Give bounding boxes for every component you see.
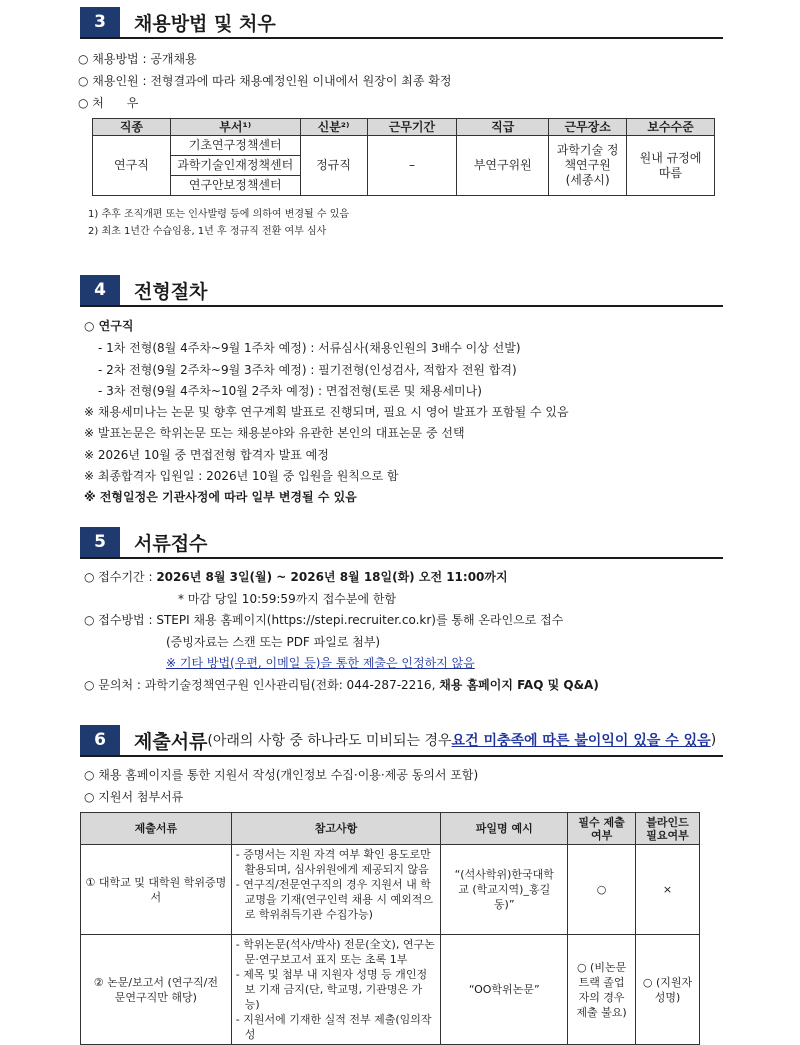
- process-note: ※ 발표논문은 학위논문 또는 채용분야와 유관한 본인의 대표논문 중 선택: [84, 426, 465, 440]
- section-number: 6: [80, 725, 120, 755]
- contact-bold: 채용 홈페이지 FAQ 및 Q&A): [439, 678, 599, 692]
- blind-cell: ○ (지원자 성명): [636, 935, 700, 1045]
- ref-line: - 학위논문(석사/박사) 전문(全文), 연구논문·연구보고서 표지 또는 초록 1부: [235, 938, 435, 966]
- col-header: 제출서류: [81, 813, 232, 845]
- process-research-label: ○ 연구직: [84, 319, 134, 333]
- col-header: 블라인드 필요여부: [636, 813, 700, 845]
- pay-cell: 원내 규정에 따름: [627, 136, 715, 196]
- apply-method-warning: ※ 기타 방법(우편, 이메일 등)을 통한 제출은 인정하지 않음: [166, 656, 475, 670]
- process-note: ※ 채용세미나는 논문 및 향후 연구계획 발표로 진행되며, 필요 시 영어 발표가 포함될 수 있음: [84, 405, 569, 419]
- apply-method-note: (증빙자료는 스캔 또는 PDF 파일로 첨부): [166, 635, 381, 649]
- doc-cell: ② 논문/보고서 (연구직/전문연구직만 해당): [81, 935, 232, 1045]
- section-number: 3: [80, 7, 120, 37]
- apply-period-label: ○ 접수기간 :: [84, 570, 157, 584]
- required-cell: ○: [568, 845, 636, 935]
- col-header: 파일명 예시: [441, 813, 568, 845]
- col-header: 근무기간: [367, 119, 457, 136]
- treatment-table: [92, 118, 715, 196]
- section-title: 서류접수: [134, 532, 208, 555]
- process-step-2: - 2차 전형(9월 2주차~9월 3주차 예정) : 필기전형(인성검사, 적합자 전원 합격): [98, 363, 517, 377]
- required-cell: ○ (비논문트랙 졸업자의 경우 제출 불요): [568, 935, 636, 1045]
- col-header: 직급: [457, 119, 549, 136]
- footnote-2: 2) 최초 1년간 수습임용, 1년 후 정규직 전환 여부 심사: [88, 226, 327, 237]
- section-divider: [80, 305, 723, 307]
- deadline-note: * 마감 당일 10:59:59까지 접수분에 한함: [178, 592, 397, 606]
- section-subtitle: (아래의 사항 중 하나라도 미비되는 경우: [207, 733, 452, 749]
- section-number: 5: [80, 527, 120, 557]
- job-type-cell: 연구직: [93, 136, 171, 196]
- footnote-1: 1) 추후 조직개편 또는 인사발령 등에 의하여 변경될 수 있음: [88, 209, 350, 220]
- contact-info: [84, 677, 599, 693]
- table-row: [81, 845, 700, 935]
- section-5-header: [80, 527, 207, 557]
- submit-item: ○ 지원서 첨부서류: [84, 790, 184, 804]
- process-step-3: - 3차 전형(9월 4주차~10월 2주차 예정) : 면접전형(토론 및 채용세미나): [98, 384, 482, 398]
- section-title: 채용방법 및 처우: [134, 12, 276, 35]
- ref-line: - 증명서는 지원 자격 여부 확인 용도로만 활용되며, 심사위원에게 제공되지 않음: [235, 848, 431, 876]
- filename-cell: “(석사학위)한국대학교 (학교지역)_홍길동)”: [441, 845, 568, 935]
- recruit-count: ○ 채용인원 : 전형결과에 따라 채용예정인원 이내에서 원장이 최종 확정: [78, 74, 452, 88]
- submit-item: ○ 채용 홈페이지를 통한 지원서 작성(개인정보 수집·이용·제공 동의서 포함): [84, 768, 479, 782]
- col-header: 직종: [93, 119, 171, 136]
- col-header: 필수 제출여부: [568, 813, 636, 845]
- dept-cell: 연구안보정책센터: [170, 176, 300, 196]
- section-3-header: [80, 7, 276, 37]
- section-divider: [80, 755, 723, 757]
- section-divider: [80, 557, 723, 559]
- ref-line: - 제목 및 첨부 내 지원자 성명 등 개인정보 기재 금지(단, 학교명, 기관명은 가능): [235, 968, 428, 1011]
- dept-cell: 과학기술인재정책센터: [170, 156, 300, 176]
- filename-cell: “OO학위논문”: [441, 935, 568, 1045]
- blind-cell: ×: [636, 845, 700, 935]
- recruit-method: ○ 채용방법 : 공개채용: [78, 52, 197, 66]
- process-note: ※ 최종합격자 입원일 : 2026년 10월 중 입원을 원칙으로 함: [84, 469, 399, 483]
- apply-method: ○ 접수방법 : STEPI 채용 홈페이지(https://stepi.recruiter.co.kr)를 통해 온라인으로 접수: [84, 613, 564, 627]
- section-divider: [80, 37, 723, 39]
- section-subtitle-close: ): [710, 732, 717, 748]
- process-step-1: - 1차 전형(8월 4주차~9월 1주차 예정) : 서류심사(채용인원의 3배수 이상 선발): [98, 341, 521, 355]
- ref-cell: [231, 935, 441, 1045]
- apply-period: [84, 569, 508, 585]
- col-header: 신분²⁾: [300, 119, 367, 136]
- status-cell: 정규직: [300, 136, 367, 196]
- table-row: [81, 935, 700, 1045]
- col-header: 근무장소: [549, 119, 627, 136]
- ref-line: - 지원서에 기재한 실적 전부 제출(임의작성: [235, 1013, 432, 1041]
- place-cell: 과학기술 정책연구원 (세종시): [549, 136, 627, 196]
- section-title-group: [120, 725, 716, 755]
- process-note: ※ 2026년 10월 중 면접전형 합격자 발표 예정: [84, 448, 329, 462]
- table-header-row: [93, 119, 715, 136]
- dept-cell: 기초연구정책센터: [170, 136, 300, 156]
- section-4-header: [80, 275, 207, 305]
- ref-cell: [231, 845, 441, 935]
- col-header: 보수수준: [627, 119, 715, 136]
- table-header-row: [81, 813, 700, 845]
- col-header: 참고사항: [231, 813, 441, 845]
- section-warning: 요건 미충족에 따른 불이익이 있을 수 있음: [451, 733, 711, 749]
- documents-table: [80, 812, 700, 1045]
- table-row: [93, 136, 715, 156]
- treatment-label: ○ 처 우: [78, 96, 139, 110]
- section-number: 4: [80, 275, 120, 305]
- apply-period-value: 2026년 8월 3일(월) ~ 2026년 8월 18일(화) 오전 11:00까지: [156, 570, 508, 584]
- contact-label: ○ 문의처 : 과학기술정책연구원 인사관리팀(전화: 044-287-2216,: [84, 678, 440, 692]
- ref-line: - 연구직/전문연구직의 경우 지원서 내 학교명을 기재(연구인력 채용 시 예외적으로 학위취득기관 수집가능): [235, 878, 434, 921]
- col-header: 부서¹⁾: [170, 119, 300, 136]
- section-title: 전형절차: [134, 280, 208, 303]
- section-6-header: [80, 725, 716, 755]
- rank-cell: 부연구위원: [457, 136, 549, 196]
- section-title: 제출서류: [134, 730, 208, 753]
- process-note-bold: ※ 전형일정은 기관사정에 따라 일부 변경될 수 있음: [84, 490, 357, 504]
- doc-cell: ① 대학교 및 대학원 학위증명서: [81, 845, 232, 935]
- period-cell: –: [367, 136, 457, 196]
